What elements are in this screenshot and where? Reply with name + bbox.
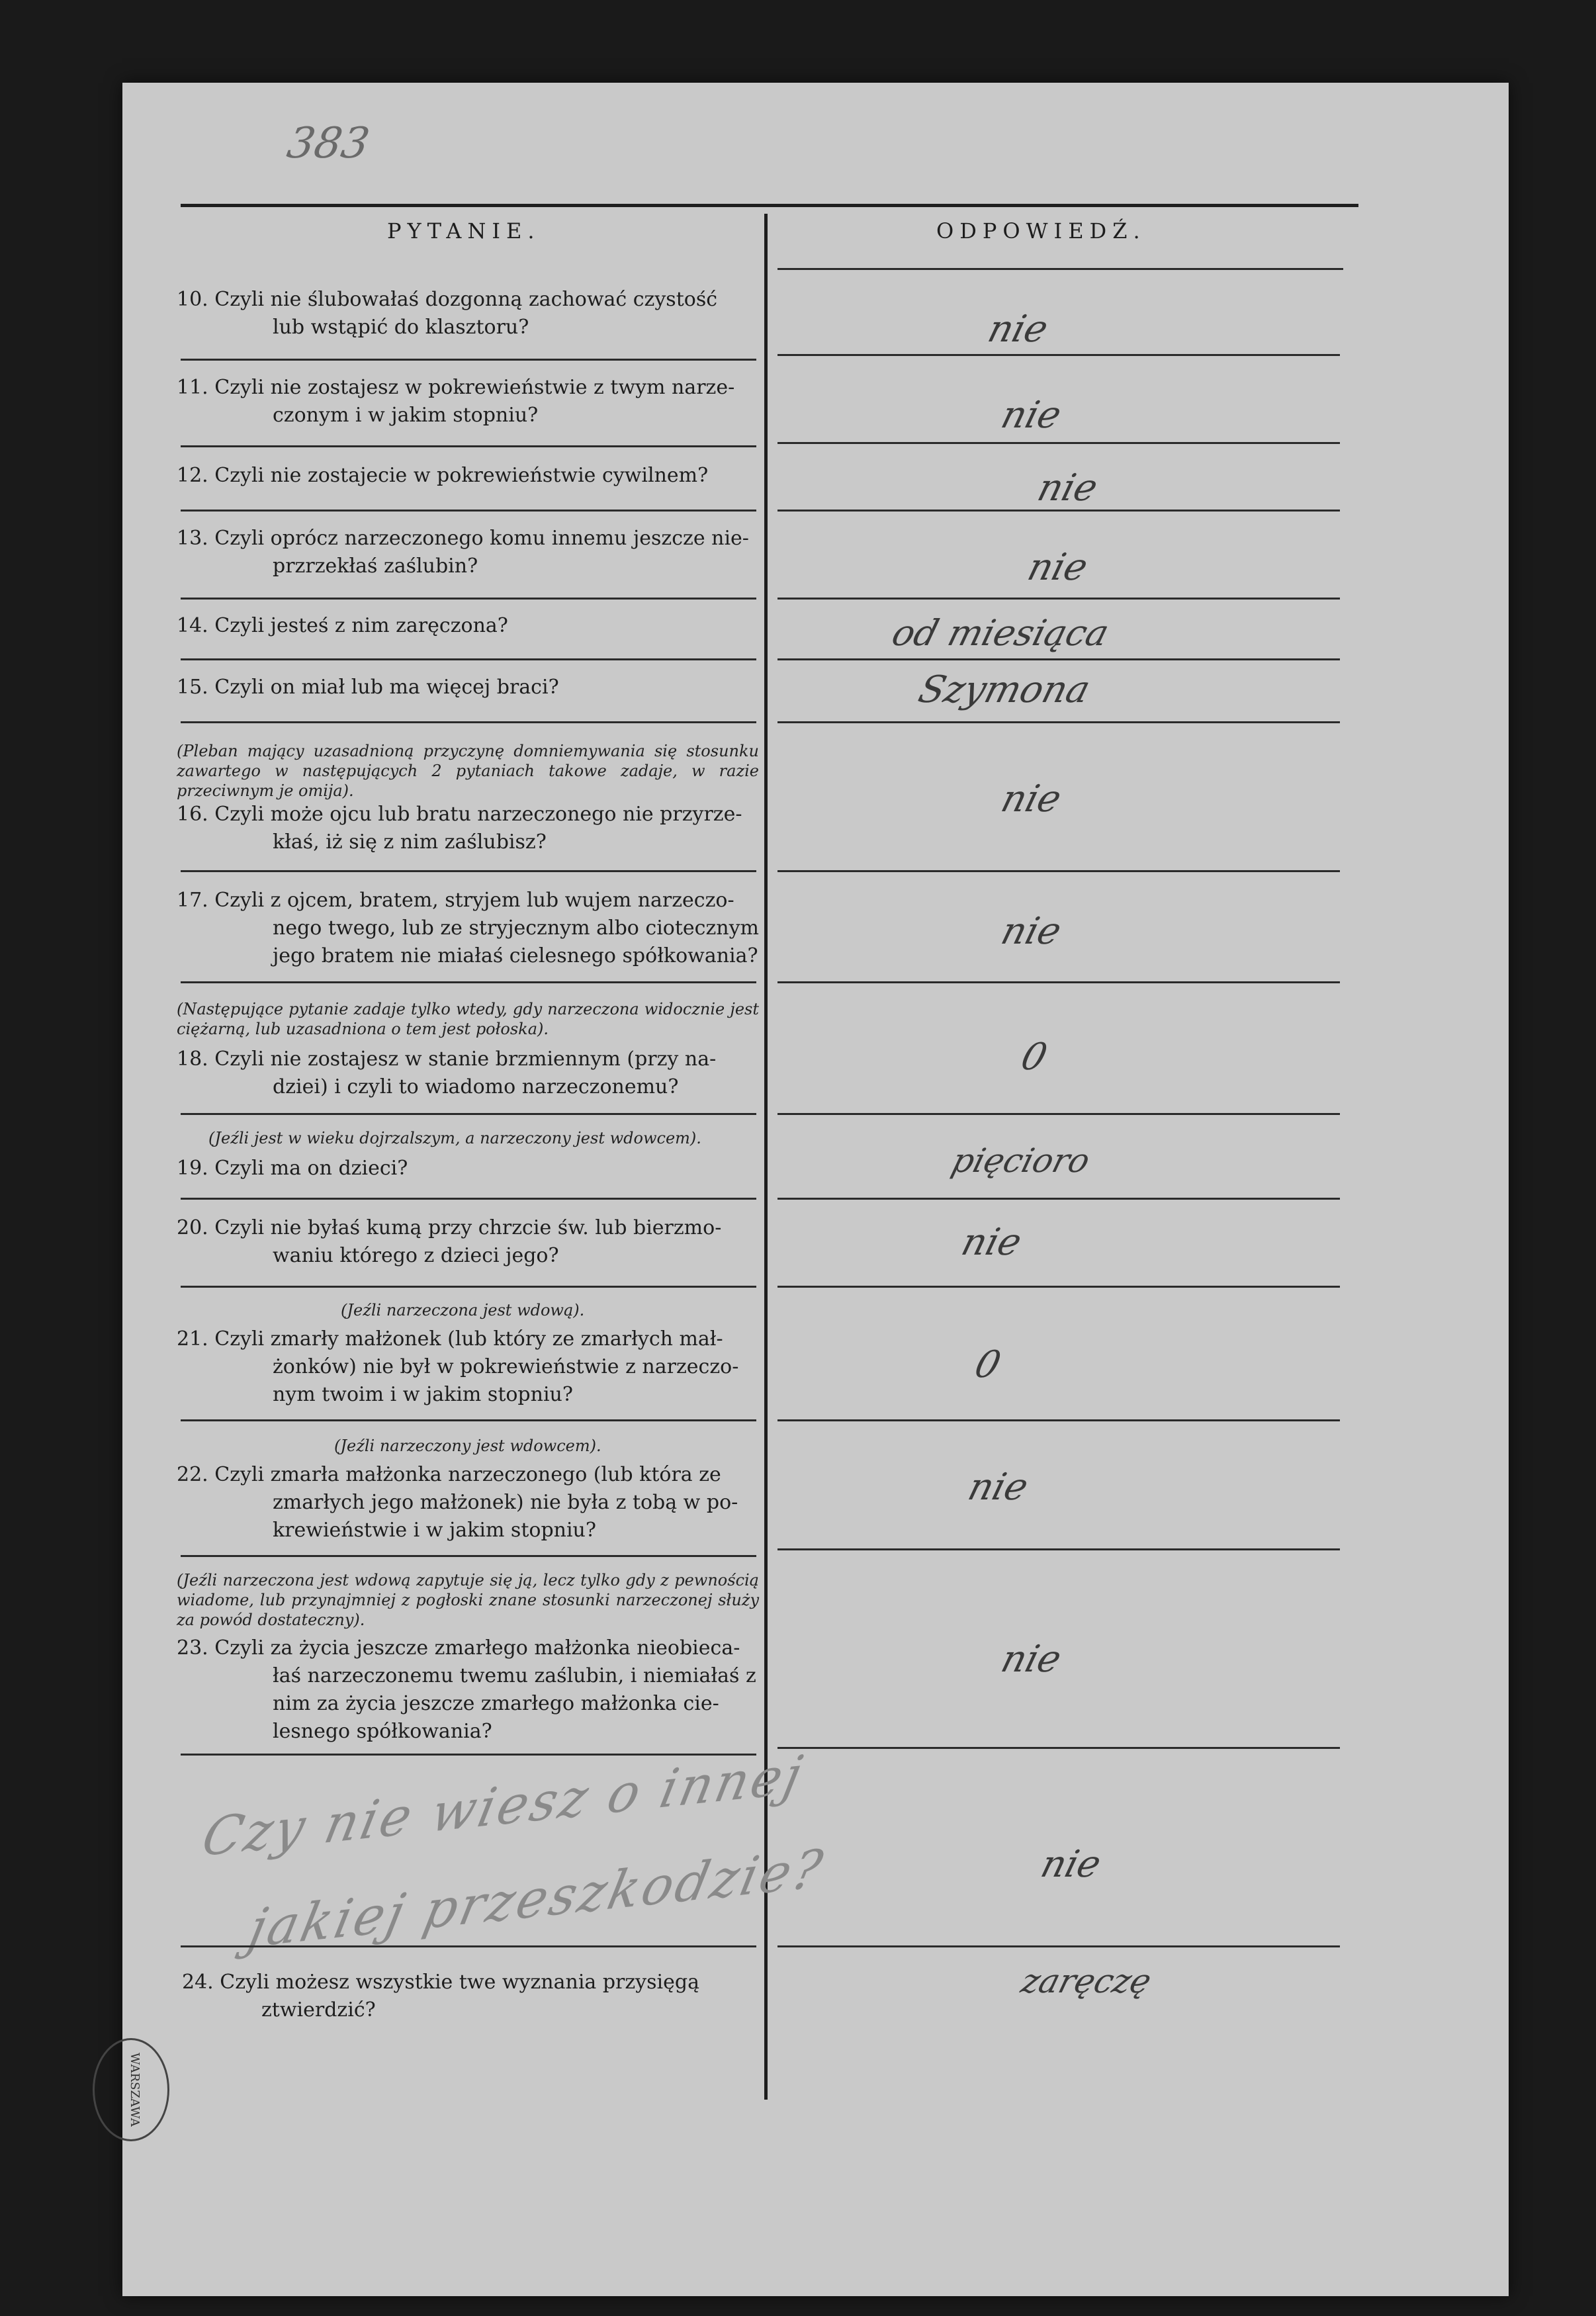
answer-extra: nie [1036, 1843, 1106, 1886]
question-24 [182, 1969, 761, 2024]
row-rule [777, 510, 1340, 512]
question-11-line1: 11. Czyli nie zostajesz w pokrewieństwie z twym narze- [177, 376, 735, 399]
row-rule [181, 1419, 756, 1421]
note-22: (Jeźli narzeczony jest wdowcem). [334, 1437, 601, 1455]
question-16-line2: kłaś, iż się z nim zaślubisz? [273, 830, 547, 854]
archive-stamp: WARSZAWA [93, 2038, 169, 2141]
question-20 [177, 1214, 759, 1270]
row-rule [181, 510, 756, 512]
handwritten-question-line2: jakiej przeszkodzie? [243, 1838, 830, 1960]
question-10-line1: 10. Czyli nie ślubowałaś dozgonną zachować czystość [177, 288, 718, 311]
row-rule [777, 1419, 1340, 1421]
row-rule [181, 1945, 756, 1947]
question-20-line2: waniu którego z dzieci jego? [273, 1244, 559, 1267]
row-rule [777, 1945, 1340, 1947]
question-21-line2: żonków) nie był w pokrewieństwie z narzeczo- nym twoim i w jakim stopniu? [273, 1355, 739, 1406]
note-16: (Pleban mający uzasadnioną przyczynę domniemywania się stosunku zawartego w następujących 2 pytaniach takowe zadaje, w razie przeciwnym je omija). [177, 742, 759, 800]
answer-14: od miesiąca [887, 612, 1114, 654]
question-13-line1: 13. Czyli oprócz narzeczonego komu innemu jeszcze nie- [177, 527, 749, 550]
question-21-line1: 21. Czyli zmarły małżonek (lub który ze zmarłych mał- [177, 1327, 723, 1351]
question-17 [177, 887, 759, 970]
row-rule [777, 598, 1340, 600]
question-10 [177, 286, 759, 341]
question-18-line1: 18. Czyli nie zostajesz w stanie brzmiennym (przy na- [177, 1047, 717, 1071]
note-18: (Następujące pytanie zadaje tylko wtedy, gdy narzeczona widocznie jest ciężarną, lub uzasadniona o tem jest połoska). [177, 1000, 759, 1038]
column-divider [764, 214, 768, 2100]
answer-17: nie [997, 910, 1066, 953]
question-13 [177, 525, 759, 580]
answer-12: nie [1033, 467, 1102, 510]
question-19 [177, 1155, 759, 1182]
row-rule [181, 981, 756, 983]
question-23 [177, 1634, 759, 1746]
row-rule [181, 1555, 756, 1557]
question-16-line1: 16. Czyli może ojcu lub bratu narzeczonego nie przyrze- [177, 803, 742, 826]
row-rule [181, 359, 756, 361]
answer-header-rule [777, 268, 1343, 270]
answer-23: nie [997, 1638, 1066, 1681]
row-rule [181, 1754, 756, 1756]
answer-19: pięcioro [948, 1141, 1094, 1180]
row-rule [181, 1198, 756, 1200]
row-rule [777, 442, 1340, 444]
row-rule [181, 658, 756, 660]
row-rule [181, 870, 756, 872]
question-11-line2: czonym i w jakim stopniu? [273, 404, 539, 427]
question-16 [177, 801, 759, 856]
top-rule [181, 204, 1358, 207]
question-11 [177, 374, 759, 429]
row-rule [181, 1113, 756, 1115]
answer-16: nie [997, 778, 1066, 821]
question-24-line1: 24. Czyli możesz wszystkie twe wyznania przysięgą [182, 1971, 699, 1994]
row-rule [181, 1286, 756, 1288]
question-23-line2: łaś narzeczonemu twemu zaślubin, i niemiałaś z nim za życia jeszcze zmarłego małżonka cie- lesnego spółkowania? [273, 1664, 756, 1743]
question-header: PYTANIE. [387, 218, 541, 244]
question-21 [177, 1325, 759, 1409]
question-24-line2: ztwierdzić? [261, 1998, 376, 2022]
question-18 [177, 1046, 759, 1101]
row-rule [181, 445, 756, 447]
question-10-line2: lub wstąpić do klasztoru? [273, 316, 529, 339]
question-15 [177, 674, 759, 701]
question-17-line1: 17. Czyli z ojcem, bratem, stryjem lub wujem narzeczo- [177, 889, 734, 912]
row-rule [181, 721, 756, 723]
question-12-line1: 12. Czyli nie zostajecie w pokrewieństwie cywilnem? [177, 464, 709, 487]
answer-13: nie [1023, 546, 1092, 589]
row-rule [181, 598, 756, 600]
row-rule [777, 1113, 1340, 1115]
answer-10: nie [983, 308, 1053, 351]
row-rule [777, 1286, 1340, 1288]
row-rule [777, 354, 1340, 356]
note-21: (Jeźli narzeczona jest wdową). [341, 1301, 585, 1319]
answer-18: 0 [1016, 1036, 1052, 1079]
answer-15: Szymona [914, 668, 1095, 711]
note-23: (Jeźli narzeczona jest wdową zapytuje się ją, lecz tylko gdy z pewnością wiadome, lub przynajmniej z pogłoski znane stosunki narzeczonej służy za powód dostateczny). [177, 1571, 759, 1629]
row-rule [777, 658, 1340, 660]
question-22 [177, 1461, 759, 1544]
row-rule [777, 981, 1340, 983]
note-19: (Jeźli jest w wieku dojrzalszym, a narzeczony jest wdowcem). [208, 1129, 701, 1147]
handwritten-question-line1: Czy nie wiesz o innej [197, 1744, 810, 1869]
question-22-line1: 22. Czyli zmarła małżonka narzeczonego (lub która ze [177, 1463, 721, 1486]
answer-24: zaręczę [1017, 1962, 1156, 2000]
question-17-line2: nego twego, lub ze stryjecznym albo ciotecznym jego bratem nie miałaś cielesnego spółkowania? [273, 916, 759, 967]
question-19-line1: 19. Czyli ma on dzieci? [177, 1157, 408, 1180]
row-rule [777, 721, 1340, 723]
answer-22: nie [963, 1466, 1033, 1509]
question-14-line1: 14. Czyli jesteś z nim zaręczona? [177, 614, 508, 637]
answer-21: 0 [970, 1343, 1006, 1386]
question-14 [177, 612, 759, 640]
question-23-line1: 23. Czyli za życia jeszcze zmarłego małżonka nieobieca- [177, 1636, 740, 1660]
question-15-line1: 15. Czyli on miał lub ma więcej braci? [177, 676, 559, 699]
row-rule [777, 1198, 1340, 1200]
answer-11: nie [997, 394, 1066, 437]
answer-20: nie [957, 1221, 1026, 1264]
document-page [122, 83, 1509, 2296]
question-20-line1: 20. Czyli nie byłaś kumą przy chrzcie św. lub bierzmo- [177, 1216, 722, 1239]
question-13-line2: przrzekłaś zaślubin? [273, 555, 478, 578]
question-12 [177, 462, 759, 490]
row-rule [777, 1548, 1340, 1550]
page-number: 383 [283, 119, 373, 168]
answer-header: ODPOWIEDŹ. [936, 218, 1146, 244]
row-rule [777, 870, 1340, 872]
row-rule [777, 1747, 1340, 1749]
question-22-line2: zmarłych jego małżonek) nie była z tobą w po- krewieństwie i w jakim stopniu? [273, 1491, 738, 1542]
question-18-line2: dziei) i czyli to wiadomo narzeczonemu? [273, 1075, 679, 1098]
